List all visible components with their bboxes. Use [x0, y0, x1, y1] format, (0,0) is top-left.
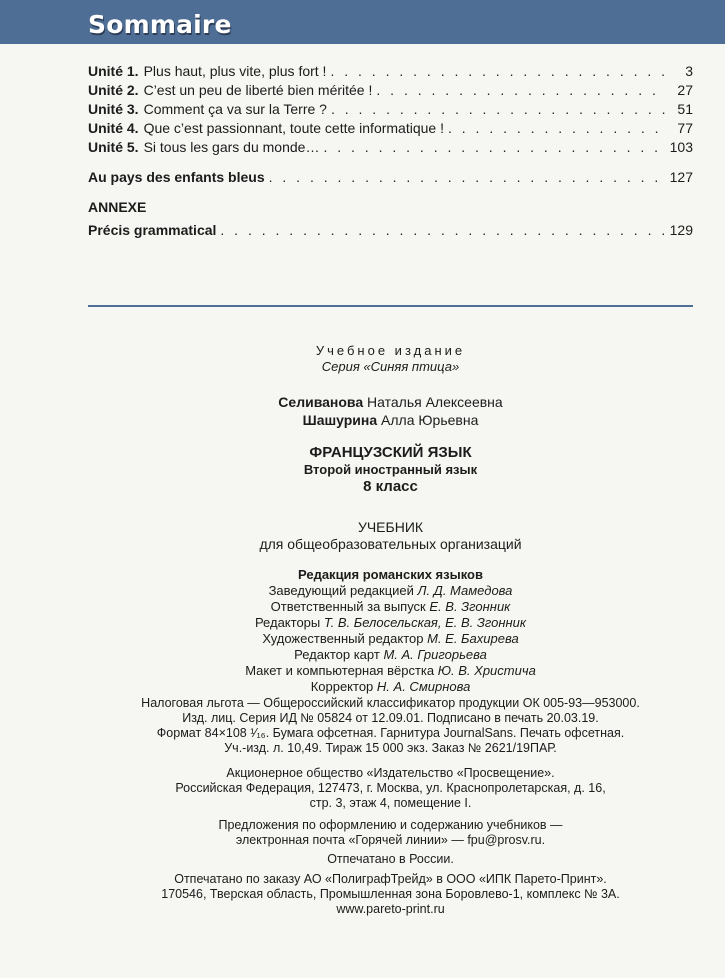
staff-line: Редакторы Т. В. Белосельская, Е. В. Згонник: [254, 615, 527, 630]
section-title: Précis grammatical: [88, 222, 217, 238]
leader-dots: [269, 169, 666, 185]
leader-dots: [330, 63, 667, 79]
audience: для общеобразовательных организаций: [259, 536, 522, 552]
feedback-line: электронная почта «Горячей линии» — fpu@prosv.ru.: [235, 833, 546, 847]
unit-title: Que c’est passionnant, toute cette informatique !: [143, 120, 444, 136]
page-number: 103: [669, 139, 693, 155]
printer-info: [88, 872, 693, 917]
editorial-staff: [88, 567, 693, 695]
printed-in-line: Отпечатано в России.: [327, 852, 454, 866]
toc-entry-unit-3[interactable]: [88, 101, 693, 120]
section-divider: [88, 305, 693, 307]
toc-entry-unit-2[interactable]: [88, 82, 693, 101]
unit-title: Comment ça va sur la Terre ?: [143, 101, 327, 117]
unit-number: Unité 1.: [88, 63, 139, 79]
staff-line: Макет и компьютерная вёрстка Ю. В. Христича: [245, 663, 536, 678]
annexe-heading: [88, 199, 693, 218]
toc-entry-unit-1[interactable]: [88, 63, 693, 82]
publisher-line: стр. 3, этаж 4, помещение I.: [309, 796, 472, 810]
staff-line: Заведующий редакцией Л. Д. Мамедова: [268, 583, 513, 598]
printer-website[interactable]: www.pareto-print.ru: [336, 902, 445, 916]
publisher-info: [88, 766, 693, 811]
editorial-board: Редакция романских языков: [298, 567, 483, 582]
annexe-label: ANNEXE: [88, 199, 147, 215]
toc-entry-unit-4[interactable]: [88, 120, 693, 139]
table-of-contents: [88, 63, 693, 241]
series: Серия «Синяя птица»: [321, 359, 460, 374]
staff-line: Ответственный за выпуск Е. В. Згонник: [270, 599, 511, 614]
page-number: 27: [677, 82, 693, 98]
page-number: 129: [669, 222, 693, 238]
tech-line: Налоговая льгота — Общероссийский классификатор продукции ОК 005-93—953000.: [141, 696, 640, 710]
toc-entry-precis[interactable]: [88, 222, 693, 241]
staff-line: Художественный редактор М. Е. Бахирева: [262, 631, 519, 646]
leader-dots: [448, 120, 667, 136]
leader-dots: [331, 101, 667, 117]
title-block: [88, 444, 693, 495]
unit-number: Unité 5.: [88, 139, 139, 155]
unit-title: C’est un peu de liberté bien méritée !: [143, 82, 373, 98]
page-number: 51: [677, 101, 693, 117]
imprint-header: [88, 343, 693, 375]
unit-number: Unité 4.: [88, 120, 139, 136]
section-title: Au pays des enfants bleus: [88, 169, 265, 185]
unit-number: Unité 2.: [88, 82, 139, 98]
grade: 8 класс: [363, 478, 418, 495]
header-bar: [0, 0, 725, 44]
kind-block: [88, 519, 693, 553]
authors: [88, 393, 693, 429]
tech-line: Формат 84×108 ¹⁄₁₆. Бумага офсетная. Гарнитура JournalSans. Печать офсетная.: [156, 726, 625, 740]
author-2: Шашурина Алла Юрьевна: [302, 412, 479, 428]
unit-title: Si tous les gars du monde…: [143, 139, 320, 155]
feedback-line: Предложения по оформлению и содержанию учебников —: [218, 818, 563, 832]
staff-line: Корректор Н. А. Смирнова: [310, 679, 471, 694]
edition-type: Учебное издание: [315, 343, 466, 358]
page-number: 3: [685, 63, 693, 79]
tech-line: Уч.-изд. л. 10,49. Тираж 15 000 экз. Заказ № 2621/19ПАР.: [224, 741, 557, 755]
page-number: 127: [669, 169, 693, 185]
printer-line: 170546, Тверская область, Промышленная зона Боровлево-1, комплекс № 3А.: [161, 887, 620, 901]
staff-line: Редактор карт М. А. Григорьева: [294, 647, 487, 662]
tech-line: Изд. лиц. Серия ИД № 05824 от 12.09.01. Подписано в печать 20.03.19.: [182, 711, 599, 725]
leader-dots: [220, 222, 665, 238]
book-kind: УЧЕБНИК: [357, 519, 424, 535]
publisher-line: Акционерное общество «Издательство «Просвещение».: [226, 766, 555, 780]
page-number: 77: [677, 120, 693, 136]
leader-dots: [376, 82, 667, 98]
printer-line: Отпечатано по заказу АО «ПолиграфТрейд» в ООО «ИПК Парето-Принт».: [174, 872, 607, 886]
publisher-line: Российская Федерация, 127473, г. Москва, ул. Краснопролетарская, д. 16,: [175, 781, 606, 795]
unit-title: Plus haut, plus vite, plus fort !: [143, 63, 327, 79]
technical-data: [88, 696, 693, 756]
book-title: ФРАНЦУЗСКИЙ ЯЗЫК: [309, 444, 472, 461]
page-title: Sommaire: [88, 10, 232, 39]
printed-in: [88, 852, 693, 867]
book-subtitle: Второй иностранный язык: [303, 462, 478, 477]
leader-dots: [323, 139, 665, 155]
toc-entry-unit-5[interactable]: [88, 139, 693, 158]
toc-entry-enfants-bleus[interactable]: [88, 169, 693, 188]
feedback-info: [88, 818, 693, 848]
author-1: Селиванова Наталья Алексеевна: [278, 394, 503, 410]
unit-number: Unité 3.: [88, 101, 139, 117]
